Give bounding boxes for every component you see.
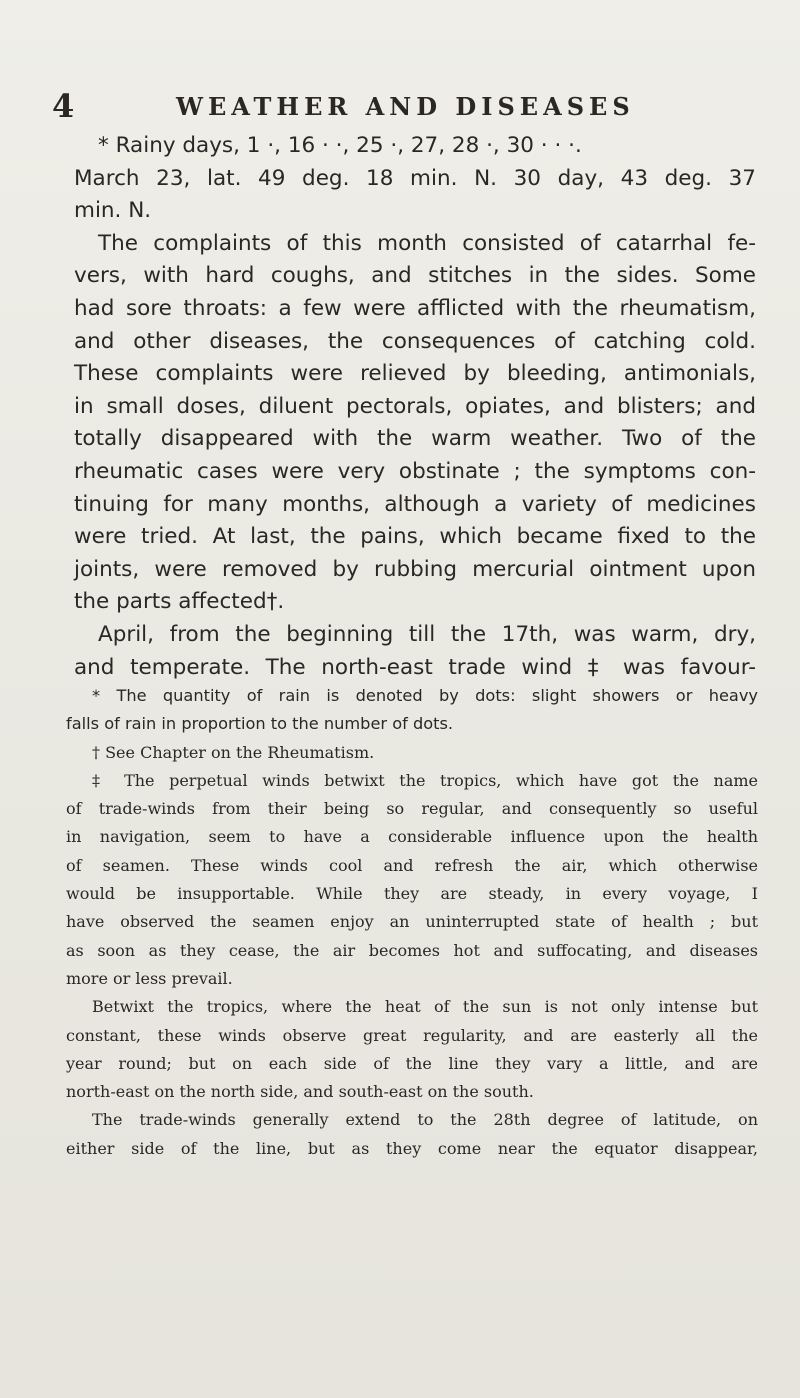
body-line: totally disappeared with the warm weather. Two of the: [74, 426, 756, 452]
body-line: joints, were removed by rubbing mercurial ointment upon: [74, 556, 756, 582]
body-line: min. N.: [74, 198, 152, 224]
body-line: The complaints of this month consisted of catarrhal fe-: [98, 230, 756, 256]
body-line: had sore throats: a few were afflicted with the rheumatism,: [74, 295, 756, 321]
running-head: WEATHER AND DISEASES: [176, 92, 635, 121]
footnote-line: in navigation, seem to have a considerable influence upon the health: [66, 827, 758, 847]
main-text: [74, 130, 756, 684]
body-line: and temperate. The north-east trade wind ‡ was favour-: [74, 654, 756, 680]
body-line: April, from the beginning till the 17th, was warm, dry,: [98, 621, 756, 647]
page-header: [52, 88, 760, 124]
body-line: These complaints were relieved by bleeding, antimonials,: [74, 361, 756, 387]
body-line: the parts affected†.: [74, 589, 285, 615]
body-line: March 23, lat. 49 deg. 18 min. N. 30 day, 43 deg. 37: [74, 165, 756, 191]
body-line: * Rainy days, 1 ·, 16 · ·, 25 ·, 27, 28 ·, 30 · · ·.: [98, 133, 582, 158]
footnote-line: of trade-winds from their being so regular, and consequently so useful: [66, 799, 758, 819]
body-line: rheumatic cases were very obstinate ; the symptoms con-: [74, 458, 756, 484]
footnote-line: north-east on the north side, and south-east on the south.: [66, 1082, 534, 1102]
body-line: in small doses, diluent pectorals, opiates, and blisters; and: [74, 393, 756, 419]
footnote-line: as soon as they cease, the air becomes hot and suffocating, and diseases: [66, 940, 758, 960]
footnote-line: year round; but on each side of the line they vary a little, and are: [66, 1053, 758, 1073]
footnote-line: constant, these winds observe great regularity, and are easterly all the: [66, 1025, 758, 1045]
footnote-line: more or less prevail.: [66, 968, 233, 988]
footnote-line: Betwixt the tropics, where the heat of the sun is not only intense but: [92, 997, 758, 1017]
footnotes: [66, 682, 758, 1163]
footnote-line: have observed the seamen enjoy an uninterrupted state of health ; but: [66, 912, 758, 932]
body-line: and other diseases, the consequences of catching cold.: [74, 328, 756, 354]
footnote-line: The trade-winds generally extend to the 28th degree of latitude, on: [92, 1110, 758, 1130]
body-line: tinuing for many months, although a variety of medicines: [74, 491, 756, 517]
footnote-line: either side of the line, but as they come near the equator disappear,: [66, 1138, 758, 1158]
footnote-line: would be insupportable. While they are steady, in every voyage, I: [66, 884, 758, 904]
footnote-line: * The quantity of rain is denoted by dots: slight showers or heavy: [92, 686, 758, 705]
footnote-line: of seamen. These winds cool and refresh the air, which otherwise: [66, 855, 758, 875]
footnote-line: ‡ The perpetual winds betwixt the tropics, which have got the name: [92, 770, 758, 790]
page-number: 4: [52, 87, 75, 125]
body-line: were tried. At last, the pains, which became fixed to the: [74, 524, 756, 550]
body-line: vers, with hard coughs, and stitches in the sides. Some: [74, 263, 756, 289]
footnote-line: † See Chapter on the Rheumatism.: [92, 742, 375, 762]
footnote-line: falls of rain in proportion to the number of dots.: [66, 714, 454, 734]
